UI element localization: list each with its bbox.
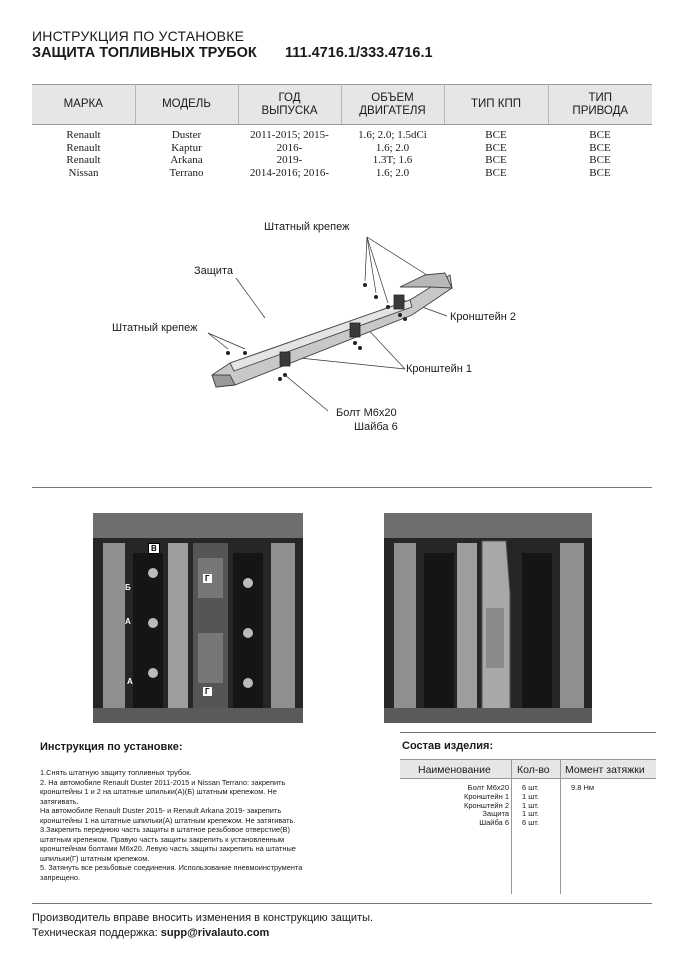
footer-divider [32, 903, 652, 904]
spec-header-cell [238, 85, 341, 125]
underbody-after-image [384, 513, 592, 723]
table-cell: Renault [66, 141, 101, 154]
composition-table-header [400, 759, 656, 779]
table-cell: 1.6; 2.0 [375, 141, 410, 154]
table-row [32, 125, 652, 142]
instruction-line: кронштейнам болтами М6х20. Левую часть защиты закрепить на штатные [40, 844, 296, 853]
col-header-qty: Кол-во [517, 764, 550, 776]
spec-header-text: ПРИВОДА [572, 104, 629, 117]
section-divider [32, 487, 652, 488]
table-cell: Renault [66, 129, 101, 141]
composition-item-qty: 6 шт. [522, 783, 539, 792]
table-row [32, 154, 652, 167]
exploded-diagram [100, 215, 570, 445]
product-code: 111.4716.1/333.4716.1 [285, 45, 433, 61]
composition-col-divider [511, 759, 512, 894]
label-guard: Защита [194, 265, 233, 277]
marker-g-top: Г [205, 574, 210, 583]
table-cell: ВСЕ [485, 166, 507, 179]
photo-underbody-after [384, 513, 592, 723]
composition-torques [571, 784, 641, 828]
composition-item-qty: 1 шт. [522, 791, 539, 801]
table-cell: 2014-2016; 2016- [249, 166, 330, 179]
composition-item-torque [571, 819, 641, 828]
instruction-line: кронштейны 1 и 2 на штатные шпильки(А)(Б) штатным крепежом. Не [40, 787, 277, 796]
table-cell: Duster [171, 129, 202, 141]
composition-col-divider [560, 759, 561, 894]
col-header-name: Наименование [418, 764, 491, 776]
table-cell: 1.6; 2.0 [375, 166, 410, 179]
table-cell: Terrano [169, 166, 204, 179]
col-header-torque: Момент затяжки [565, 764, 645, 776]
marker-a-bottom: А [127, 677, 133, 686]
instruction-line: 5. Затянуть все резьбовые соединения. Использование пневмоинструмента [40, 863, 303, 872]
footer-support [32, 927, 269, 939]
spec-header-text: ДВИГАТЕЛЯ [359, 104, 426, 117]
photo-underbody-before [93, 513, 303, 723]
table-cell: ВСЕ [485, 129, 507, 141]
spec-header-text: ГОД [278, 91, 301, 104]
table-cell: 1.3T; 1.6 [372, 154, 413, 166]
spec-header-cell [135, 85, 238, 125]
instructions-title: Инструкция по установке: [40, 741, 183, 753]
composition-item-torque [571, 793, 641, 802]
spec-table-body [32, 125, 652, 180]
spec-header-text: ВЫПУСКА [261, 104, 318, 117]
table-cell: 1.6; 2.0; 1.5dCi [358, 129, 427, 141]
instruction-line: штатным крепежом. Правую часть защиты закрепить к установленным [40, 834, 285, 844]
table-cell: ВСЕ [589, 129, 611, 141]
composition-item-name: Кронштейн 2 [464, 800, 509, 810]
marker-a-top: А [125, 617, 131, 626]
composition-item-qty: 1 шт. [522, 800, 539, 810]
label-standard-fastener-top: Штатный крепеж [264, 221, 350, 233]
table-cell: 2019- [276, 154, 303, 166]
product-title: ЗАЩИТА ТОПЛИВНЫХ ТРУБОК [32, 45, 257, 61]
table-cell: ВСЕ [485, 154, 507, 166]
composition-item-name: Болт М6х20 [467, 783, 509, 792]
spec-header-text: ТИП КПП [471, 98, 521, 110]
table-cell: ВСЕ [589, 166, 611, 179]
table-cell: Nissan [68, 166, 99, 179]
label-bracket-2: Кронштейн 2 [450, 311, 516, 323]
composition-quantities [522, 784, 558, 828]
table-cell: 2011-2015; 2015- [250, 129, 329, 141]
table-cell: ВСЕ [589, 141, 611, 154]
instruction-line: кронштейны 1 на штатные шпильки(А) штатным крепежом. Не затягивать. [40, 815, 296, 825]
spec-header-text: ОБЪЕМ [371, 91, 414, 104]
instruction-line: 3.Закрепить переднюю часть защиты в штатное резьбовое отверстие(В) [40, 825, 290, 834]
table-row [32, 167, 652, 180]
spec-table-header [32, 85, 652, 125]
spec-header-cell [32, 85, 135, 125]
doc-title: ИНСТРУКЦИЯ ПО УСТАНОВКЕ [32, 28, 245, 44]
composition-title: Состав изделия: [402, 740, 494, 752]
composition-item-name: Кронштейн 1 [464, 791, 509, 801]
instruction-line: затягивать. [40, 796, 79, 806]
marker-b: Б [125, 583, 131, 592]
vehicle-spec-table [32, 84, 652, 179]
label-bolt: Болт М6х20 [336, 407, 397, 419]
instruction-line: На автомобиле Renault Duster 2015- и Renault Arkana 2019- закрепить [40, 806, 282, 815]
composition-item-name: Шайба 6 [479, 818, 509, 828]
support-email-link[interactable]: supp@rivalauto.com [160, 927, 270, 939]
composition-item-name: Защита [482, 809, 509, 819]
composition-item-torque: 9.8 Нм [571, 783, 595, 792]
instruction-line: шпильки(Г) штатным крепежом. [40, 853, 150, 863]
footer-disclaimer: Производитель вправе вносить изменения в конструкцию защиты. [32, 912, 374, 924]
marker-v: В [148, 543, 160, 554]
composition-item-torque [571, 810, 641, 819]
composition-names [420, 784, 509, 828]
spec-header-text: ТИП [588, 91, 613, 104]
label-washer: Шайба 6 [354, 421, 398, 433]
label-standard-fastener-left: Штатный крепеж [112, 322, 198, 334]
instruction-line: 1.Снять штатную защиту топливных трубок. [40, 768, 192, 777]
table-cell: ВСЕ [589, 154, 611, 166]
spec-header-text: МОДЕЛЬ [162, 98, 211, 110]
instruction-line: 2. На автомобиле Renault Duster 2011-2015 и Nissan Terrano: закрепить [40, 777, 286, 787]
spec-header-cell [341, 85, 444, 125]
table-cell: Renault [66, 154, 101, 166]
table-cell: ВСЕ [485, 141, 507, 154]
composition-item-qty: 1 шт. [522, 809, 539, 819]
composition-top-divider [400, 732, 656, 733]
composition-item-qty: 6 шт. [522, 818, 539, 828]
instruction-line: запрещено. [40, 872, 81, 882]
spec-header-text: МАРКА [63, 98, 103, 110]
table-cell: Kaptur [171, 141, 202, 154]
marker-g-bottom: Г [205, 687, 210, 696]
instructions-body [40, 768, 380, 882]
label-bracket-1: Кронштейн 1 [406, 363, 472, 375]
composition-item-torque [571, 802, 641, 811]
spec-header-cell [548, 85, 652, 125]
table-cell: 2016- [276, 141, 303, 154]
spec-header-cell [444, 85, 548, 125]
table-cell: Arkana [170, 154, 203, 166]
table-row [32, 142, 652, 155]
support-label: Техническая поддержка: [32, 927, 158, 939]
